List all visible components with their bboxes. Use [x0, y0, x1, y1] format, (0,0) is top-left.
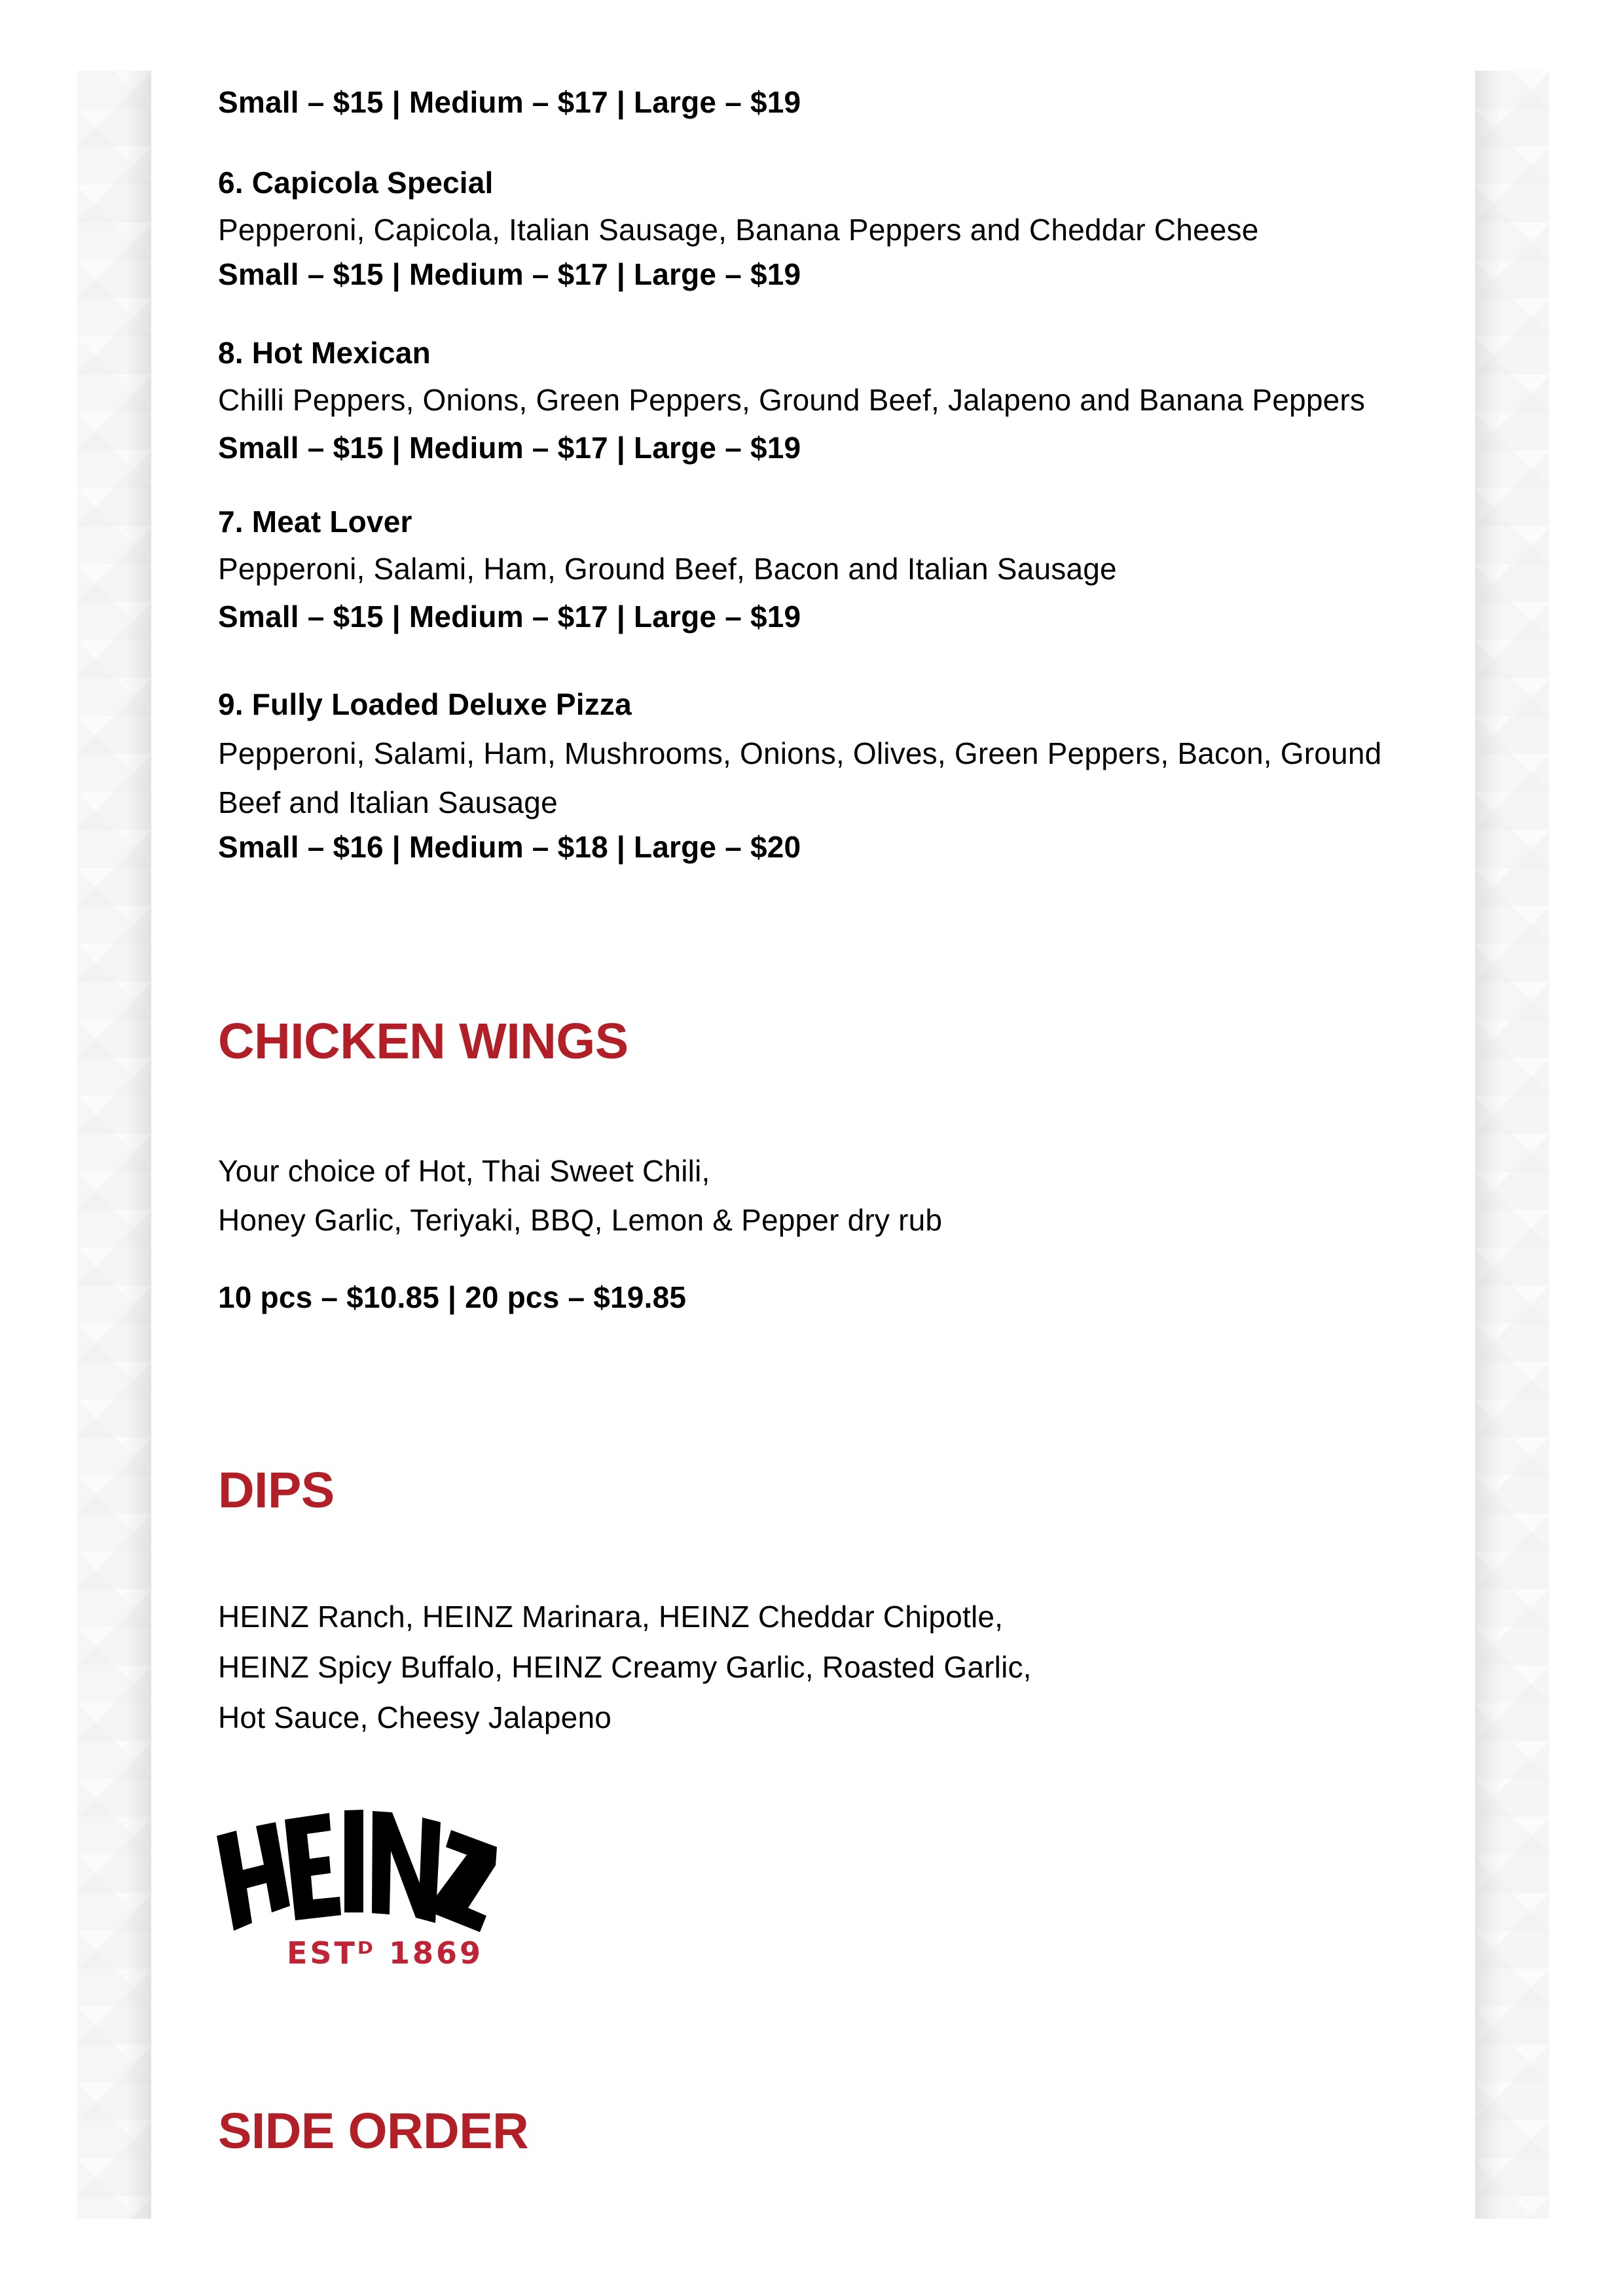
- section-heading: CHICKEN WINGS: [218, 1013, 629, 1069]
- item-title: 9. Fully Loaded Deluxe Pizza: [218, 687, 632, 721]
- section-description-cont: Honey Garlic, Teriyaki, BBQ, Lemon & Pepper dry rub: [218, 1203, 943, 1237]
- section-heading: SIDE ORDER: [218, 2103, 529, 2159]
- section-description: Your choice of Hot, Thai Sweet Chili,: [218, 1154, 710, 1188]
- section-description-cont: HEINZ Spicy Buffalo, HEINZ Creamy Garlic, Roasted Garlic,: [218, 1650, 1032, 1684]
- section-description: HEINZ Ranch, HEINZ Marinara, HEINZ Cheddar Chipotle,: [218, 1600, 1004, 1634]
- item-price: Small – $15 | Medium – $17 | Large – $19: [218, 257, 801, 291]
- section-description-cont: Hot Sauce, Cheesy Jalapeno: [218, 1700, 612, 1734]
- item-title: 6. Capicola Special: [218, 166, 494, 200]
- item-price: Small – $15 | Medium – $17 | Large – $19: [218, 431, 801, 465]
- heinz-tagline: ESTᴰ 1869: [287, 1935, 484, 1971]
- heinz-wordmark-icon: [211, 1801, 500, 1932]
- heinz-logo: [211, 1801, 500, 1971]
- item-description: Chilli Peppers, Onions, Green Peppers, Ground Beef, Jalapeno and Banana Peppers: [218, 383, 1366, 417]
- item-title: 7. Meat Lover: [218, 505, 412, 539]
- item-description: Pepperoni, Salami, Ham, Ground Beef, Bacon and Italian Sausage: [218, 552, 1117, 586]
- item-description-cont: Beef and Italian Sausage: [218, 785, 558, 819]
- decorative-pattern-left: [77, 71, 151, 2219]
- item-description: Pepperoni, Salami, Ham, Mushrooms, Onions, Olives, Green Peppers, Bacon, Ground: [218, 736, 1382, 770]
- decorative-pattern-right: [1475, 71, 1549, 2219]
- section-heading: DIPS: [218, 1462, 335, 1518]
- item-title: 8. Hot Mexican: [218, 336, 431, 370]
- section-price: 10 pcs – $10.85 | 20 pcs – $19.85: [218, 1280, 687, 1314]
- item-price: Small – $15 | Medium – $17 | Large – $19: [218, 600, 801, 634]
- item-description: Pepperoni, Capicola, Italian Sausage, Banana Peppers and Cheddar Cheese: [218, 213, 1259, 247]
- item-price: Small – $15 | Medium – $17 | Large – $19: [218, 85, 801, 119]
- item-price: Small – $16 | Medium – $18 | Large – $20: [218, 830, 801, 864]
